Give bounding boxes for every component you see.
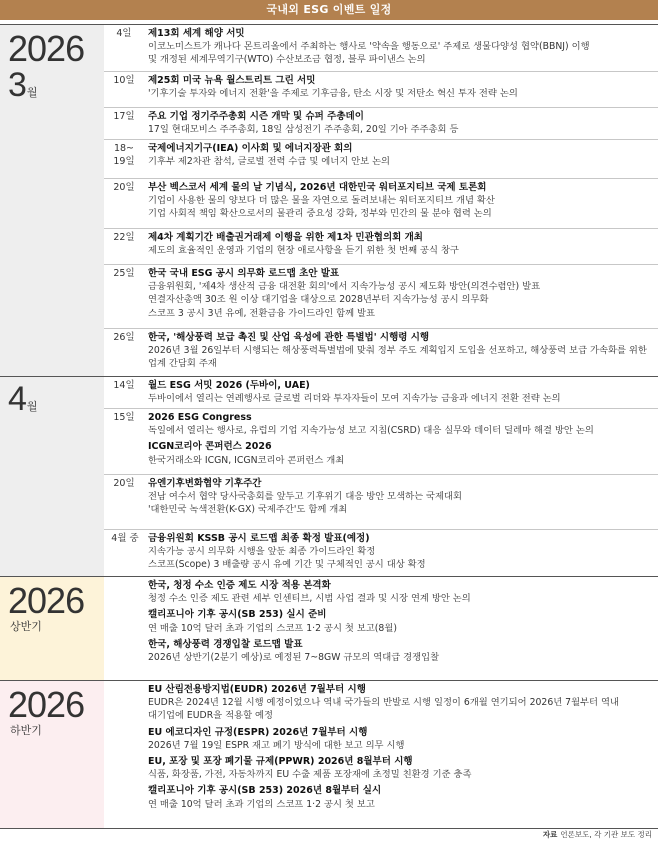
event-title: ICGN코리아 콘퍼런스 2026 — [148, 441, 272, 453]
entry-divider — [104, 474, 658, 475]
event-description: '기후기술 투자와 에너지 전환'을 주제로 기후금융, 탄소 시장 및 저탄소 혁신 투자 전략 논의 — [148, 88, 518, 100]
event-date: 26일 — [113, 332, 135, 343]
event-date: 15일 — [113, 412, 135, 423]
event-date: 4월 중 — [111, 533, 139, 544]
event-title: 유엔기후변화협약 기후주간 — [148, 478, 262, 489]
month-label — [8, 380, 38, 419]
event-date: 20일 — [113, 478, 135, 489]
event-title: 제25회 미국 뉴욕 월스트리트 그린 서밋 — [148, 75, 316, 86]
month-number: 3 — [8, 66, 27, 104]
event-details — [148, 27, 656, 67]
event-details — [148, 110, 656, 136]
event-title: 국제에너지기구(IEA) 이사회 및 에너지장관 회의 — [148, 143, 353, 154]
event-date: 10일 — [113, 75, 135, 86]
event-date: 25일 — [113, 268, 135, 279]
event-details — [148, 267, 656, 320]
event-description: 기업 사회적 책임 확산으로서의 물관리 중요성 강화, 정부와 민간의 물 분야 협력 논의 — [148, 208, 492, 220]
event-description: 및 개정된 세계무역기구(WTO) 수산보조금 협정, 블루 파이낸스 논의 — [148, 54, 426, 66]
event-date: 14일 — [113, 380, 135, 391]
event-date: 18~ 19일 — [113, 143, 135, 167]
half-year-label: 하반기 — [10, 724, 42, 737]
event-title: 주요 기업 정기주주총회 시즌 개막 및 슈퍼 주총데이 — [148, 111, 364, 122]
entry-divider — [104, 529, 658, 530]
year-label: 2026 — [8, 684, 85, 725]
event-title: 한국, 해상풍력 경쟁입찰 로드맵 발표 — [148, 638, 303, 650]
half-year-label: 상반기 — [10, 620, 42, 633]
event-title: 캘리포니아 기후 공시(SB 253) 2026년 8월부터 실시 — [148, 785, 382, 797]
event-description: 연 매출 10억 달러 초과 기업의 스코프 1·2 공시 첫 보고(8월) — [148, 622, 397, 634]
entry-divider — [104, 178, 658, 179]
event-description: 2026년 7월 19일 ESPR 재고 폐기 방식에 대한 보고 의무 시행 — [148, 739, 405, 751]
entry-divider — [104, 139, 658, 140]
event-description: 기후부 제2차관 참석, 글로벌 전력 수급 및 에너지 안보 논의 — [148, 156, 391, 168]
event-description: 지속가능 공시 의무화 시행을 앞둔 최종 가이드라인 확정 — [148, 546, 376, 558]
source-label: 자료 — [542, 830, 558, 839]
event-description: 스코프 3 공시 3년 유예, 전환금융 가이드라인 함께 발표 — [148, 307, 376, 319]
month-label — [8, 66, 38, 105]
year-label: 2026 — [8, 28, 85, 69]
month-unit: 월 — [26, 401, 38, 413]
event-title: 월드 ESG 서밋 2026 (두바이, UAE) — [148, 380, 310, 391]
event-details — [148, 142, 656, 168]
event-description: 이코노미스트가 캐나다 몬트리올에서 주최하는 행사로 '약속을 행동으로' 주제로 생물다양성 협약(BBNJ) 이행 — [148, 41, 590, 53]
section-divider — [0, 680, 658, 681]
section-label — [0, 576, 104, 680]
entry-divider — [104, 107, 658, 108]
event-title: 한국, 청정 수소 인증 제도 시장 적용 본격화 — [148, 580, 331, 591]
event-date: 20일 — [113, 182, 135, 193]
event-date: 4일 — [116, 28, 132, 39]
section-label — [0, 24, 104, 376]
event-description: '대한민국 녹색전환(K-GX) 국제주간'도 함께 개최 — [148, 504, 348, 516]
entry-divider — [104, 264, 658, 265]
event-title: 금융위원회 KSSB 공시 로드맵 최종 확정 발표(예정) — [148, 533, 370, 544]
event-title: 한국, '해상풍력 보급 촉진 및 산업 육성에 관한 특별법' 시행령 시행 — [148, 332, 430, 343]
event-details — [148, 181, 656, 221]
event-details — [148, 683, 656, 811]
event-description: 기업이 사용한 물의 양보다 더 많은 물을 자연으로 돌려보내는 워터포지티브 개념 확산 — [148, 195, 495, 207]
event-details — [148, 231, 656, 257]
event-title: 부산 벡스코서 세계 물의 날 기념식, 2026년 대한민국 워터포지티브 국제 토론회 — [148, 182, 487, 193]
event-details — [148, 579, 656, 664]
event-details — [148, 477, 656, 517]
section-divider — [0, 376, 658, 377]
event-details — [148, 331, 656, 371]
event-title: 제13회 세계 해양 서밋 — [148, 28, 245, 39]
event-details — [148, 532, 656, 572]
event-description: 금융위원회, '제4차 생산적 금융 대전환 회의'에서 지속가능성 공시 제도화 방안(의견수렴안) 발표 — [148, 281, 541, 293]
event-description: 스코프(Scope) 3 배출량 공시 유예 기간 및 구체적인 공시 대상 확정 — [148, 559, 426, 571]
event-details — [148, 379, 656, 405]
event-description: 업계 간담회 주재 — [148, 358, 217, 370]
event-title: 제4차 계획기간 배출권거래제 이행을 위한 제1차 민관협의회 개최 — [148, 232, 423, 243]
section-divider — [0, 576, 658, 577]
page-title: 국내외 ESG 이벤트 일정 — [0, 0, 658, 20]
event-description: EUDR은 2024년 12월 시행 예정이었으나 역내 국가들의 반발로 시행 일정이 6개월 연기되어 2026년 7월부터 역내 — [148, 697, 619, 709]
month-number: 4 — [8, 380, 27, 418]
section-divider — [0, 24, 658, 25]
entry-divider — [104, 228, 658, 229]
event-description: 제도의 효율적인 운영과 기업의 현장 애로사항을 듣기 위한 첫 번째 공식 창구 — [148, 245, 459, 257]
event-description: 2026년 상반기(2분기 예상)로 예정된 7~8GW 규모의 역대급 경쟁입찰 — [148, 652, 440, 664]
event-title: EU, 포장 및 포장 폐기물 규제(PPWR) 2026년 8월부터 시행 — [148, 756, 413, 768]
event-date: 17일 — [113, 111, 135, 122]
event-details — [148, 74, 656, 100]
event-description: 전남 여수서 협약 당사국총회를 앞두고 기후위기 대응 방안 모색하는 국제대회 — [148, 491, 462, 503]
section-label — [0, 680, 104, 828]
month-unit: 월 — [26, 87, 38, 99]
event-title: EU 산림전용방지법(EUDR) 2026년 7월부터 시행 — [148, 684, 366, 695]
event-title: 한국 국내 ESG 공시 의무화 로드맵 초안 발표 — [148, 268, 340, 279]
source-note — [543, 829, 652, 840]
event-description: 대기업에 EUDR을 적용할 예정 — [148, 710, 273, 722]
event-date: 22일 — [113, 232, 135, 243]
event-title: 2026 ESG Congress — [148, 412, 252, 423]
event-title: EU 에코디자인 규정(ESPR) 2026년 7월부터 시행 — [148, 726, 368, 738]
year-label: 2026 — [8, 580, 85, 621]
event-description: 연결자산총액 30조 원 이상 대기업을 대상으로 2028년부터 지속가능성 공시 의무화 — [148, 294, 489, 306]
event-description: 17일 현대모비스 주주총회, 18일 삼성전기 주주총회, 20일 기아 주주총회 등 — [148, 124, 459, 136]
event-description: 한국거래소와 ICGN, ICGN코리아 콘퍼런스 개최 — [148, 454, 345, 466]
event-description: 식품, 화장품, 가전, 자동차까지 EU 수출 제품 포장재에 초정밀 친환경 기준 충족 — [148, 769, 472, 781]
event-description: 청정 수소 인증 제도 관련 세부 인센티브, 시범 사업 결과 및 시장 연계 방안 논의 — [148, 593, 471, 605]
event-description: 2026년 3월 26일부터 시행되는 해상풍력특별법에 맞춰 정부 주도 계획입지 도입을 선포하고, 해상풍력 보급 가속화를 위한 — [148, 345, 647, 357]
entry-divider — [104, 328, 658, 329]
event-description: 연 매출 10억 달러 초과 기업의 스코프 1·2 공시 첫 보고 — [148, 798, 375, 810]
section-label — [0, 376, 104, 576]
event-title: 캘리포니아 기후 공시(SB 253) 실시 준비 — [148, 609, 327, 621]
entry-divider — [104, 71, 658, 72]
event-details — [148, 411, 656, 467]
source-text: 언론보도, 각 기관 보도 정리 — [560, 830, 652, 839]
entry-divider — [104, 408, 658, 409]
event-description: 두바이에서 열리는 연례행사로 글로벌 리더와 투자자들이 모여 지속가능 금융과 에너지 전환 전략 논의 — [148, 393, 561, 405]
event-description: 독일에서 열리는 행사로, 유럽의 기업 지속가능성 보고 지침(CSRD) 대응 실무와 데이터 딜레마 해결 방안 논의 — [148, 425, 594, 437]
